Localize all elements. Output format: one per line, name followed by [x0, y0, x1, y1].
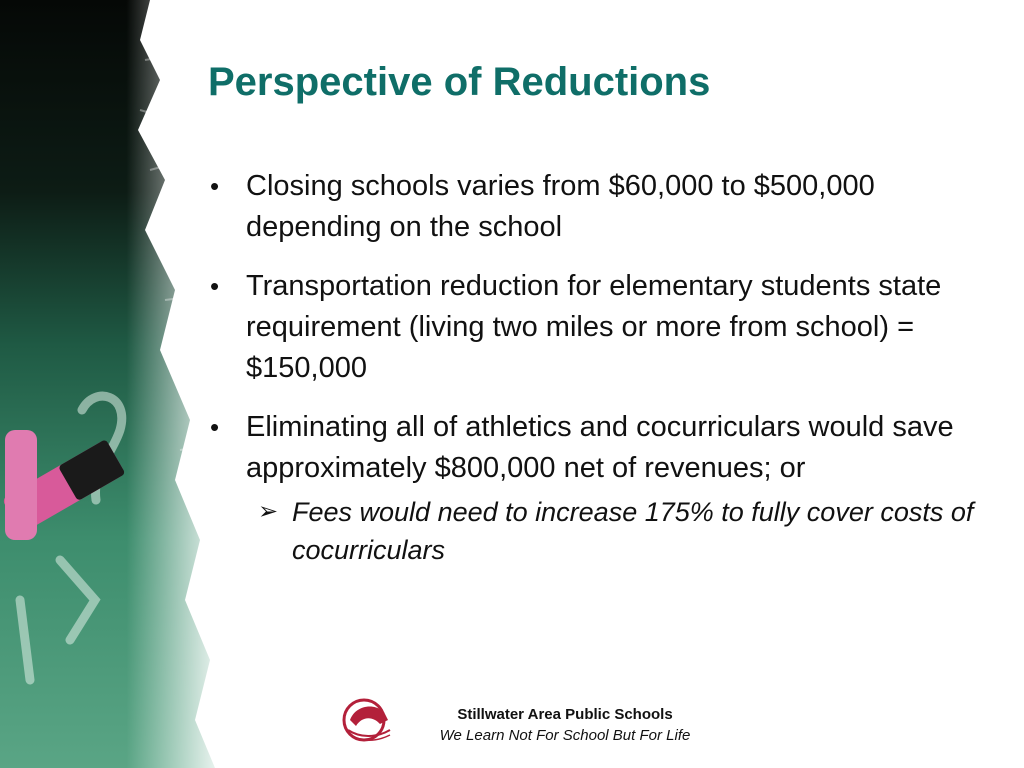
footer [340, 690, 740, 750]
bullet-dot-icon: • [210, 271, 220, 301]
sub-bullet-item [246, 493, 998, 569]
bullet-dot-icon: • [210, 171, 220, 201]
chalkboard-background [0, 0, 230, 768]
bullet-text: Eliminating all of athletics and cocurriculars would save approximately $800,000 net of revenues; or [246, 411, 954, 484]
footer-tagline: We Learn Not For School But For Life [439, 727, 691, 744]
bullet-item [208, 407, 998, 569]
bullet-text: Closing schools varies from $60,000 to $500,000 depending on the school [246, 170, 875, 243]
chalkboard-image [0, 0, 230, 768]
arrow-bullet-icon: ➢ [258, 498, 279, 525]
bullet-item [208, 266, 998, 389]
slide-title: Perspective of Reductions [208, 60, 711, 104]
bullet-list [208, 166, 998, 587]
bullet-dot-icon: • [210, 412, 220, 442]
bullet-text: Transportation reduction for elementary students state requirement (living two miles or more from school) = $150,000 [246, 270, 942, 384]
sub-bullet-list [246, 493, 998, 569]
footer-organization-name: Stillwater Area Public Schools [457, 706, 673, 723]
bullet-item [208, 166, 998, 248]
sub-bullet-text: Fees would need to increase 175% to fully cover costs of cocurriculars [292, 497, 974, 565]
school-logo-icon [340, 690, 396, 746]
